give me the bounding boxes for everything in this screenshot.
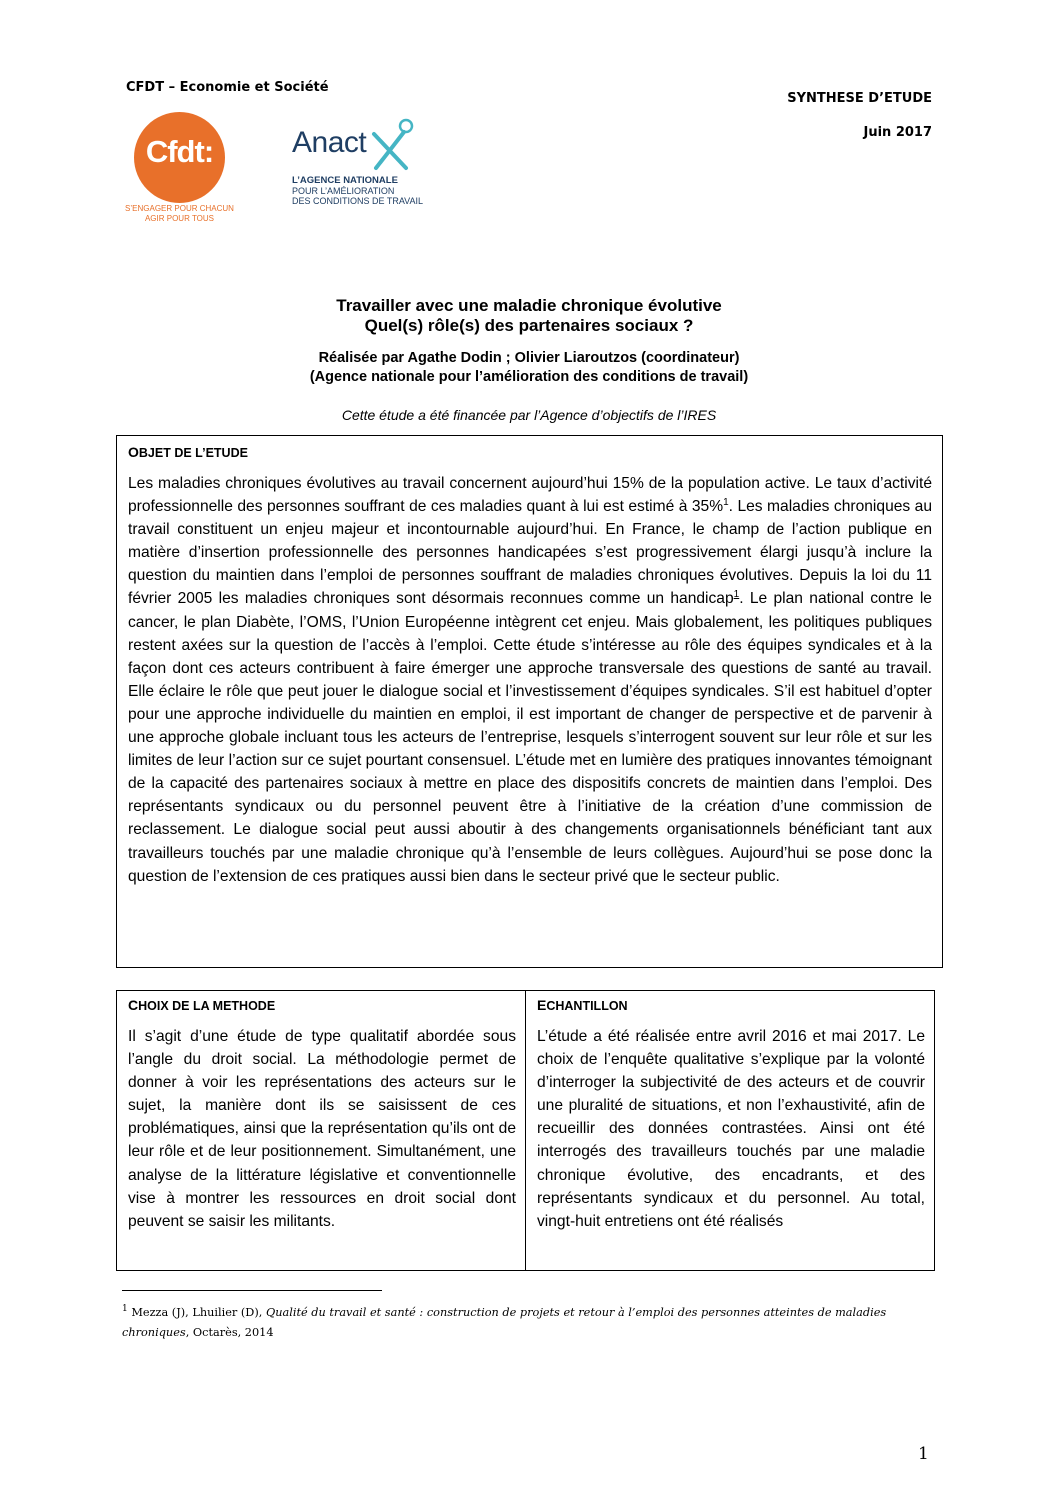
cfdt-logo-word: Cfdt: — [145, 134, 214, 169]
anact-line-3: DES CONDITIONS DE TRAVAIL — [292, 196, 424, 206]
footnote-number: 1 — [122, 1304, 128, 1315]
document-date: Juin 2017 — [863, 125, 932, 140]
cfdt-tagline-1: S’ENGAGER POUR CHACUN — [125, 204, 234, 213]
page-number: 1 — [918, 1444, 929, 1464]
anact-logo-subtitle — [292, 176, 423, 206]
page-title-line-2: Quel(s) rôle(s) des partenaires sociaux ? — [364, 316, 694, 335]
anact-logo-word: Anact — [292, 126, 367, 159]
footnote-ref-1-link[interactable]: 1 — [733, 589, 740, 601]
footnote-ref-1[interactable]: 1 — [723, 496, 729, 508]
footnote-separator — [122, 1290, 382, 1291]
objet-heading — [128, 444, 248, 460]
anact-line-2: POUR L’AMÉLIORATION — [292, 186, 395, 196]
document-type: SYNTHESE D’ETUDE — [787, 91, 932, 106]
objet-heading-initial: O — [128, 444, 139, 460]
methode-heading — [128, 997, 275, 1013]
anact-line-1: L’AGENCE NATIONALE — [292, 175, 398, 186]
cfdt-logo-tagline — [124, 204, 235, 224]
objet-text-b: . Les maladies chroniques au travail constituent un enjeu majeur et incontournable aujourd’hui. En France, le champ de l’action publique en matière d’insertion professionnelle des personnes handicapées s’est progressivement élargi jusqu’à inclure la question du maintien dans l’emploi de personnes souffrant de maladies chroniques évolutives. Depuis la loi du 11 février 2005 les maladies chroniques sont désormais reconnues comme un handicap — [128, 498, 933, 608]
objet-section — [116, 435, 943, 968]
organization-label: CFDT – Economie et Société — [126, 80, 329, 95]
methode-echantillon-table — [116, 990, 935, 1271]
methode-heading-initial: C — [128, 997, 139, 1013]
authors-line-2: (Agence nationale pour l’amélioration des conditions de travail) — [309, 369, 749, 385]
objet-text-c: . Le plan national contre le cancer, le plan Diabète, l’OMS, l’Union Européenne intègrent cet enjeu. Mais globalement, les politiques publiques restent axées sur la question de l’accès à l’emploi. Cette étude s’intéresse au rôle des équipes syndicales et à la façon dont ces acteurs contribuent à faire émerger une approche transversale des questions de santé au travail. Elle éclaire le rôle que peut jouer le dialogue social et l’investissement d’équipes syndicales. S’il est habituel d’opter pour une approche individuelle du maintien en emploi, il est important de changer de perspective et de parvenir à une approche globale incluant tous les acteurs de l’entreprise, lesquels s’interrogent souvent sur leur rôle et sur les limites de leur l’action sur ce sujet pourtant consensuel. L’étude met en lumière des pratiques innovantes témoignant de la capacité des partenaires sociaux à mettre en place des dispositifs concrets de maintien dans l’emploi. Des représentants syndicaux ou du personnel peuvent être à l’initiative de la création d’une commission de reclassement. Le dialogue social peut aussi aboutir à des changements organisationnels bénéficiant tant aux travailleurs touchés par une maladie chronique qu’à l’ensemble de leurs collègues. Aujourd’hui se pose donc la question de l’extension de ces pratiques aussi bien dans le secteur privé que le secteur public. — [128, 590, 932, 885]
cfdt-tagline-2: AGIR POUR TOUS — [144, 214, 215, 223]
authors-line-1: Réalisée par Agathe Dodin ; Olivier Liaroutzos (coordinateur) — [318, 350, 740, 366]
objet-heading-rest: BJET DE L’ETUDE — [138, 446, 248, 460]
echantillon-heading — [537, 997, 628, 1013]
footnote-authors: Mezza (J), Lhuilier (D), — [127, 1306, 266, 1319]
echantillon-heading-rest: CHANTILLON — [546, 999, 628, 1013]
page-title-line-1: Travailler avec une maladie chronique évolutive — [336, 296, 722, 315]
funding-note: Cette étude a été financée par l’Agence d’objectifs de l’IRES — [341, 407, 717, 423]
echantillon-paragraph: L’étude a été réalisée entre avril 2016 et mai 2017. Le choix de l’enquête qualitative s’explique par la volonté d’interroger la subjectivité de des acteurs et de couvrir une pluralité de situations, et non l’exhaustivité, afin de recueillir des données contrastées. Ainsi ont été interrogés des travailleurs touchés par une maladie chronique évolutive, des encadrants, et des représentants syndicaux et du personnel. Au total, vingt-huit entretiens ont été réalisés — [537, 1028, 925, 1230]
methode-paragraph: Il s’agit d’une étude de type qualitatif abordée sous l’angle du droit social. La méthodologie permet de donner à voir les représentations des acteurs sur le sujet, la manière dont ils se saisissent de ces problématiques, ainsi que la représentation qu’ils ont de leur rôle et de leur positionnement. Simultanément, une analyse de la littérature législative et conventionnelle vise à montrer les ressources en droit social dont peuvent se saisir les militants. — [128, 1028, 516, 1230]
column-divider — [525, 991, 526, 1270]
methode-heading-rest: HOIX DE LA METHODE — [138, 999, 276, 1013]
footnote-1 — [122, 1303, 932, 1343]
footnote-work-title: Qualité du travail et santé : construction de projets et retour à l’emploi des personnes atteintes de maladies chroniques — [122, 1306, 887, 1339]
objet-text-a: Les maladies chroniques évolutives au travail concernent aujourd’hui 15% de la population active. Le taux d’activité professionnelle des personnes souffrant de ces maladies quant à lui est estimé à 35% — [128, 475, 932, 516]
objet-paragraph — [128, 472, 932, 888]
anact-x-icon — [370, 116, 416, 172]
footnote-publisher: , Octarès, 2014 — [185, 1326, 274, 1339]
echantillon-heading-initial: E — [537, 997, 547, 1013]
